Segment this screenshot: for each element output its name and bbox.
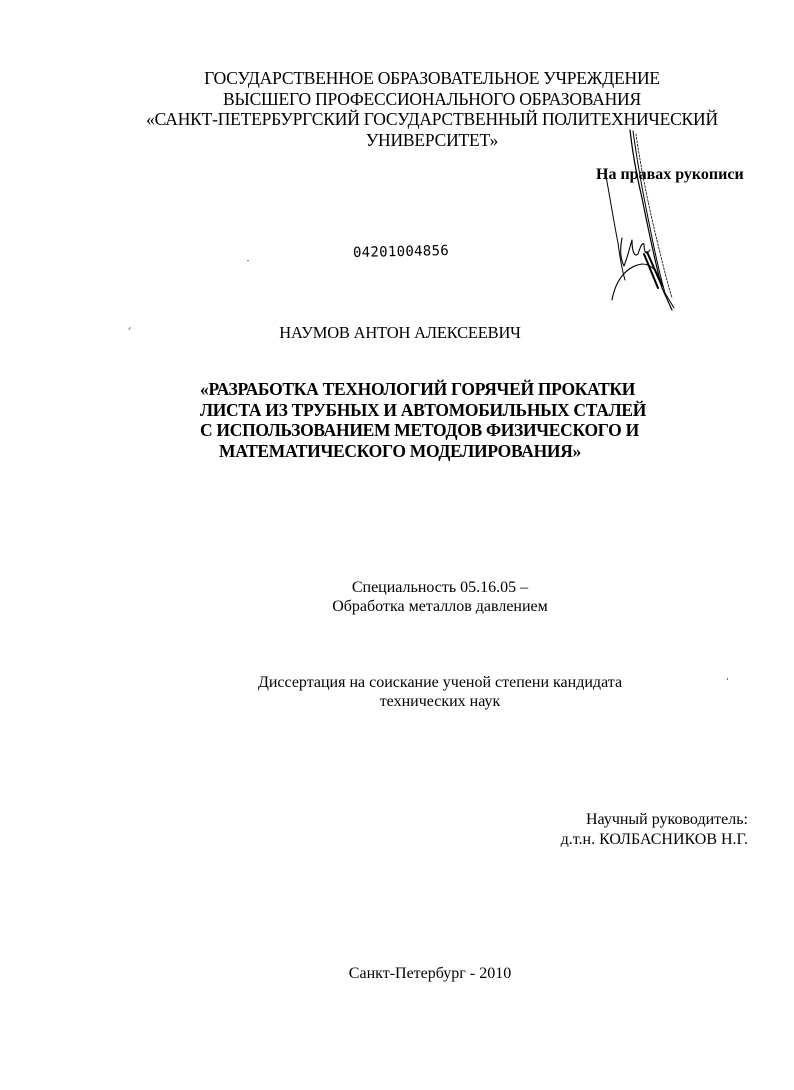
institution-line: ВЫСШЕГО ПРОФЕССИОНАЛЬНОГО ОБРАЗОВАНИЯ <box>223 88 641 109</box>
handwritten-signature-icon <box>592 128 682 313</box>
institution-header <box>130 68 734 150</box>
catalog-number: 04201004856 <box>352 242 450 261</box>
scan-artifact <box>247 260 249 261</box>
city-year: Санкт-Петербург - 2010 <box>348 965 512 982</box>
institution-line: УНИВЕРСИТЕТ» <box>365 129 499 150</box>
scan-artifact <box>128 327 131 330</box>
title-line: ЛИСТА ИЗ ТРУБНЫХ И АВТОМОБИЛЬНЫХ СТАЛЕЙ <box>200 399 647 420</box>
specialty-name: Обработка металлов давлением <box>332 598 548 615</box>
degree-line: Диссертация на соискание ученой степени кандидата <box>257 674 623 691</box>
scan-artifact <box>727 678 728 680</box>
degree-line: технических наук <box>379 693 501 710</box>
specialty <box>230 578 650 616</box>
title-line: «РАЗРАБОТКА ТЕХНОЛОГИЙ ГОРЯЧЕЙ ПРОКАТКИ <box>200 379 636 399</box>
author-name: НАУМОВ АНТОН АЛЕКСЕЕВИЧ <box>279 323 521 342</box>
manuscript-note: На правах рукописи <box>596 166 744 183</box>
degree-statement <box>220 673 660 711</box>
institution-line: «САНКТ-ПЕТЕРБУРГСКИЙ ГОСУДАРСТВЕННЫЙ ПОЛИТЕХНИЧЕСКИЙ <box>146 109 718 129</box>
dissertation-title <box>200 379 647 461</box>
title-line: МАТЕМАТИЧЕСКОГО МОДЕЛИРОВАНИЯ» <box>219 440 581 461</box>
title-line: С ИСПОЛЬЗОВАНИЕМ МЕТОДОВ ФИЗИЧЕСКОГО И <box>200 420 639 440</box>
supervisor-label: Научный руководитель: <box>585 811 748 828</box>
institution-line: ГОСУДАРСТВЕННОЕ ОБРАЗОВАТЕЛЬНОЕ УЧРЕЖДЕНИЕ <box>204 68 660 88</box>
supervisor-name: д.т.н. КОЛБАСНИКОВ Н.Г. <box>560 831 748 848</box>
supervisor-block <box>520 810 748 850</box>
specialty-code: Специальность 05.16.05 – <box>351 579 529 596</box>
